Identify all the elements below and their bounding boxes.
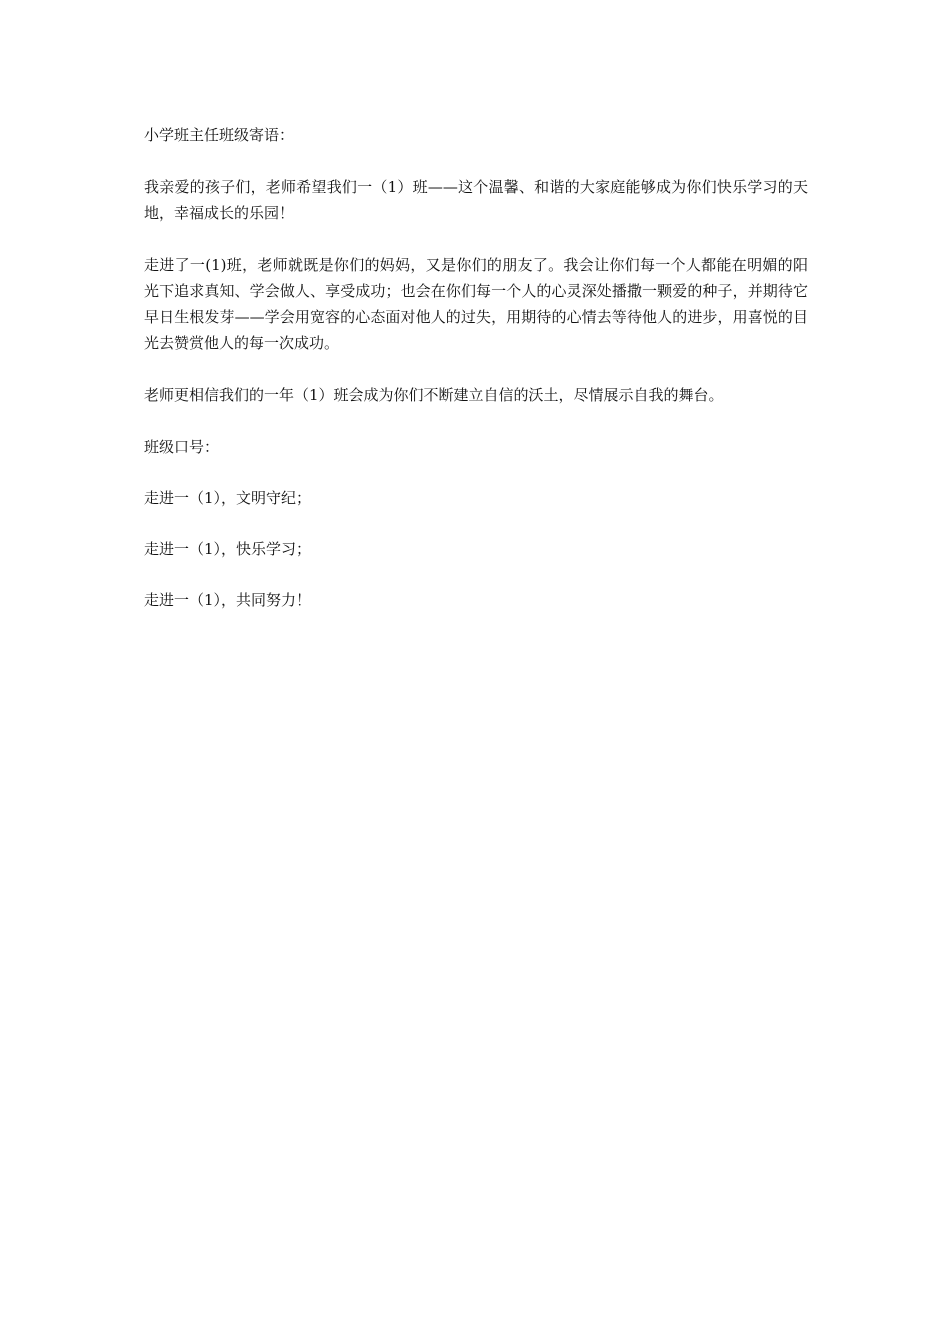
slogan-line-1: 走进一（1），文明守纪； xyxy=(144,489,312,507)
paragraph-intro: 我亲爱的孩子们，老师希望我们一（1）班——这个温馨、和谐的大家庭能够成为你们快乐学习的天地，幸福成长的乐园！ xyxy=(144,178,808,222)
slogan-heading: 班级口号： xyxy=(144,438,220,456)
document-body xyxy=(144,122,808,638)
paragraph-belief: 老师更相信我们的一年（1）班会成为你们不断建立自信的沃土，尽情展示自我的舞台。 xyxy=(144,386,724,404)
paragraph-teacher-role: 走进了一(1)班，老师就既是你们的妈妈，又是你们的朋友了。我会让你们每一个人都能在明媚的阳光下追求真知、学会做人、享受成功；也会在你们每一个人的心灵深处播撒一颗爱的种子，并期待它早日生根发芽——学会用宽容的心态面对他人的过失，用期待的心情去等待他人的进步，用喜悦的目光去赞赏他人的每一次成功。 xyxy=(144,256,808,352)
document-title: 小学班主任班级寄语： xyxy=(144,126,295,144)
slogan-line-2: 走进一（1），快乐学习； xyxy=(144,540,312,558)
slogan-line-3: 走进一（1），共同努力！ xyxy=(144,591,312,609)
